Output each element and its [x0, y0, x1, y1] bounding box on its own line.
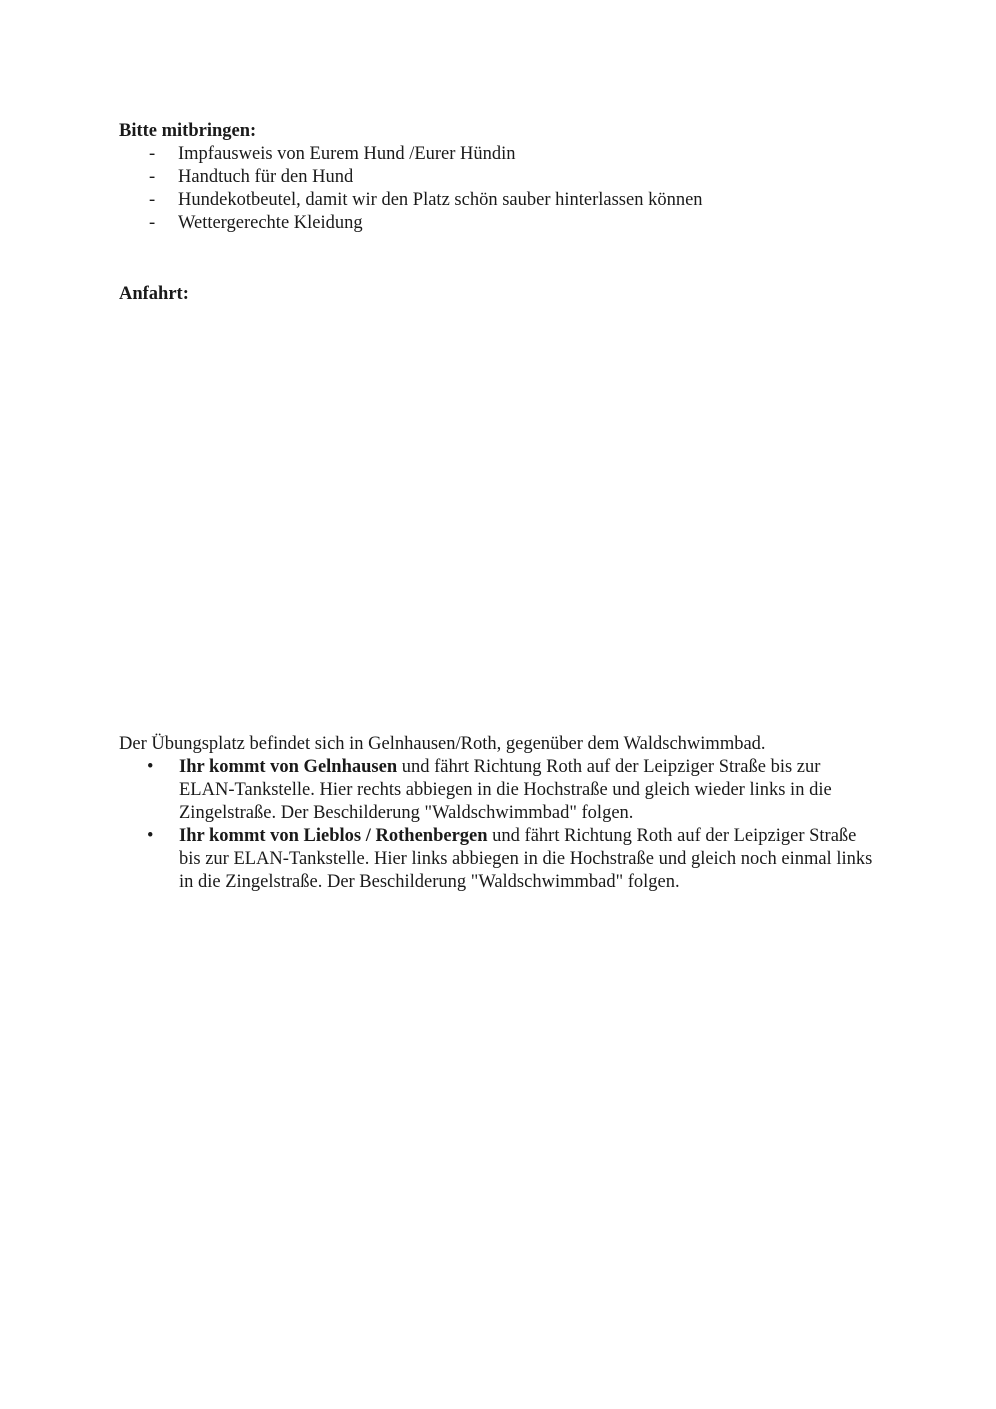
dash-marker: -: [149, 190, 156, 210]
list-item-text: Wettergerechte Kleidung: [178, 213, 363, 233]
list-item: [119, 166, 703, 189]
dash-marker: -: [149, 213, 156, 233]
list-item: [119, 756, 879, 825]
list-item-text: Impfausweis von Eurem Hund /Eurer Hündin: [178, 144, 516, 164]
list-item: [119, 825, 879, 894]
heading-bring: Bitte mitbringen:: [119, 121, 257, 141]
route-intro: Der Übungsplatz befindet sich in Gelnhausen/Roth, gegenüber dem Waldschwimmbad.: [119, 734, 766, 754]
bring-list: [119, 143, 703, 235]
route-origin: Ihr kommt von Gelnhausen: [179, 757, 398, 777]
route-directions: und fährt Richtung Roth auf der Leipziger Straße bis zur ELAN-Tankstelle. Hier links abbiegen in die Hochstraße und gleich noch einmal links in die Zingelstraße. Der Beschilderung "Waldschwimmbad" folgen.: [179, 826, 873, 892]
dash-marker: -: [149, 167, 156, 187]
list-item: [119, 189, 703, 212]
bullet-marker: •: [147, 757, 154, 777]
dash-marker: -: [149, 144, 156, 164]
list-item: [119, 143, 703, 166]
list-item-text: Handtuch für den Hund: [178, 167, 354, 187]
route-directions: und fährt Richtung Roth auf der Leipziger Straße bis zur ELAN-Tankstelle. Hier rechts abbiegen in die Hochstraße und gleich wieder links in die Zingelstraße. Der Beschilderung "Waldschwimmbad" folgen.: [179, 757, 832, 823]
heading-route: Anfahrt:: [119, 284, 189, 304]
bullet-marker: •: [147, 826, 154, 846]
list-item-text: Hundekotbeutel, damit wir den Platz schön sauber hinterlassen können: [178, 190, 703, 210]
route-origin: Ihr kommt von Lieblos / Rothenbergen: [179, 826, 488, 846]
list-item: [119, 212, 703, 235]
route-list: [119, 756, 889, 894]
